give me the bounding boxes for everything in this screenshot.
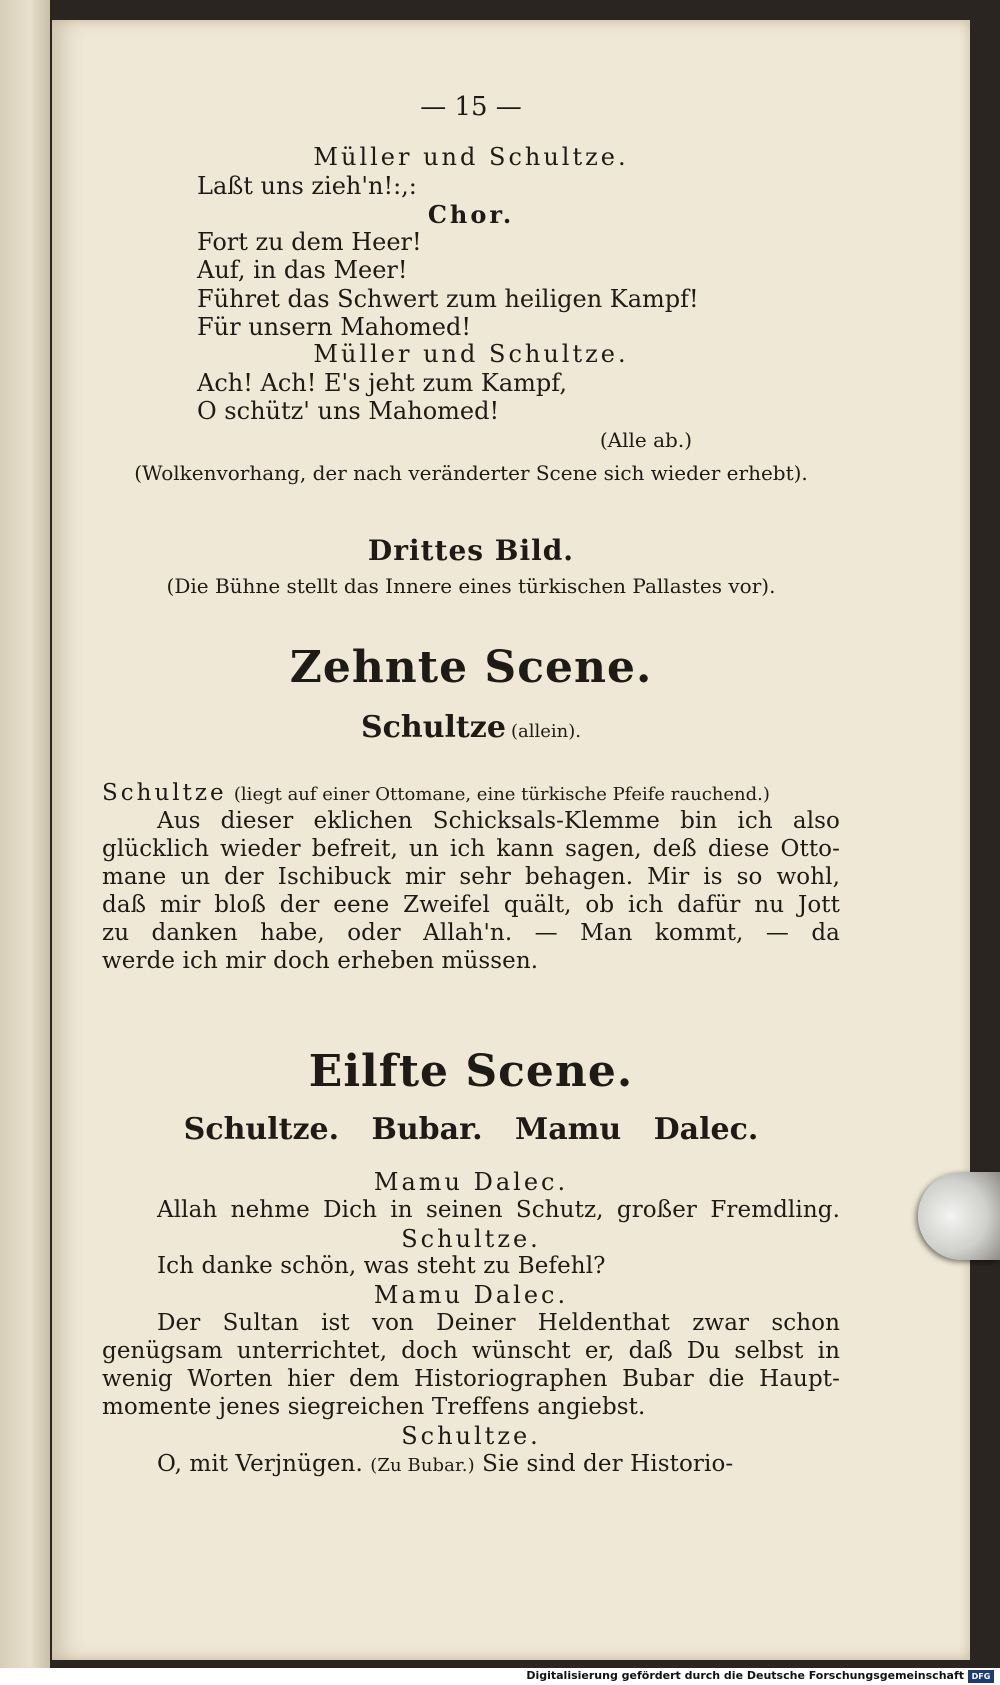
prose-line: momente jenes siegreichen Treffens angiebst. (102, 1394, 646, 1420)
prose-line: wenig Worten hier dem Historiographen Bubar die Haupt- (102, 1366, 840, 1392)
stage-direction: (Alle ab.) (599, 428, 692, 452)
verse-line: Auf, in das Meer! (197, 256, 408, 284)
speaker-heading: Müller und Schultze. (313, 143, 629, 171)
speaker-heading: Mamu Dalec. (373, 1168, 569, 1196)
scene-cast (102, 710, 840, 745)
dialogue-opening (102, 780, 840, 806)
prose-line: Der Sultan ist von Deiner Heldenthat zwar schon (157, 1310, 840, 1336)
page-turn-handle[interactable] (918, 1172, 1000, 1260)
speaker-heading: Chor. (427, 200, 515, 229)
book-page (52, 20, 970, 1660)
text-column (102, 20, 840, 1640)
prose-line: genügsam unterrichtet, doch wünscht er, daß Du selbst in (102, 1338, 840, 1364)
speaker-name: Schultze (102, 780, 227, 806)
scene-cast: Schultze. Bubar. Mamu Dalec. (183, 1112, 759, 1147)
footer-bar (0, 1668, 1000, 1685)
scene-title: Zehnte Scene. (289, 642, 653, 693)
prose-line: werde ich mir doch erheben müssen. (102, 948, 539, 974)
verse-line: Fort zu dem Heer! (197, 228, 422, 256)
prose-line: glücklich wieder befreit, un ich kann sagen, deß diese Otto- (102, 836, 840, 862)
speaker-heading: Müller und Schultze. (313, 340, 629, 368)
prose-line: Ich danke schön, was steht zu Befehl? (157, 1253, 606, 1279)
verse-line: O schütz' uns Mahomed! (197, 397, 500, 425)
dfg-logo: DFG (968, 1670, 994, 1683)
prose-line: mane un der Ischibuck mir sehr behagen. Mir is so wohl, (102, 864, 840, 890)
verse-line: Führet das Schwert zum heiligen Kampf! (197, 285, 699, 313)
facing-page-edge (0, 0, 50, 1668)
page-number: — 15 — (420, 92, 522, 122)
prose-line: zu danken habe, oder Allah'n. — Man kommt, — da (102, 920, 840, 946)
verse-line: Laßt uns zieh'n!:,: (197, 172, 417, 200)
speaker-heading: Schultze. (401, 1422, 541, 1450)
speaker-heading: Mamu Dalec. (373, 1281, 569, 1309)
prose-line (157, 1451, 840, 1477)
cast-note: (allein). (511, 721, 582, 742)
stage-direction: (Zu Bubar.) (370, 1455, 475, 1476)
verse-line: Ach! Ach! E's jeht zum Kampf, (197, 369, 567, 397)
section-heading: Drittes Bild. (367, 534, 575, 567)
prose-text: O, mit Verjnügen. (157, 1451, 363, 1477)
prose-line: Allah nehme Dich in seinen Schutz, großer Fremdling. (157, 1197, 840, 1223)
prose-line: daß mir bloß der eene Zweifel quält, ob ich dafür nu Jott (102, 892, 840, 918)
credit-text: Digitalisierung gefördert durch die Deutsche Forschungsgemeinschaft (526, 1669, 964, 1682)
stage-direction: (liegt auf einer Ottomane, eine türkische Pfeife rauchend.) (233, 784, 770, 805)
speaker-heading: Schultze. (401, 1225, 541, 1253)
verse-line: Für unsern Mahomed! (197, 313, 471, 341)
stage-direction: (Wolkenvorhang, der nach veränderter Scene sich wieder erhebt). (134, 461, 808, 485)
stage-direction: (Die Bühne stellt das Innere eines türkischen Pallastes vor). (166, 574, 776, 598)
prose-text: Sie sind der Historio- (482, 1451, 734, 1477)
cast-name: Schultze (360, 710, 506, 745)
scene-title: Eilfte Scene. (308, 1046, 634, 1097)
prose-line: Aus dieser eklichen Schicksals-Klemme bin ich also (157, 808, 840, 834)
